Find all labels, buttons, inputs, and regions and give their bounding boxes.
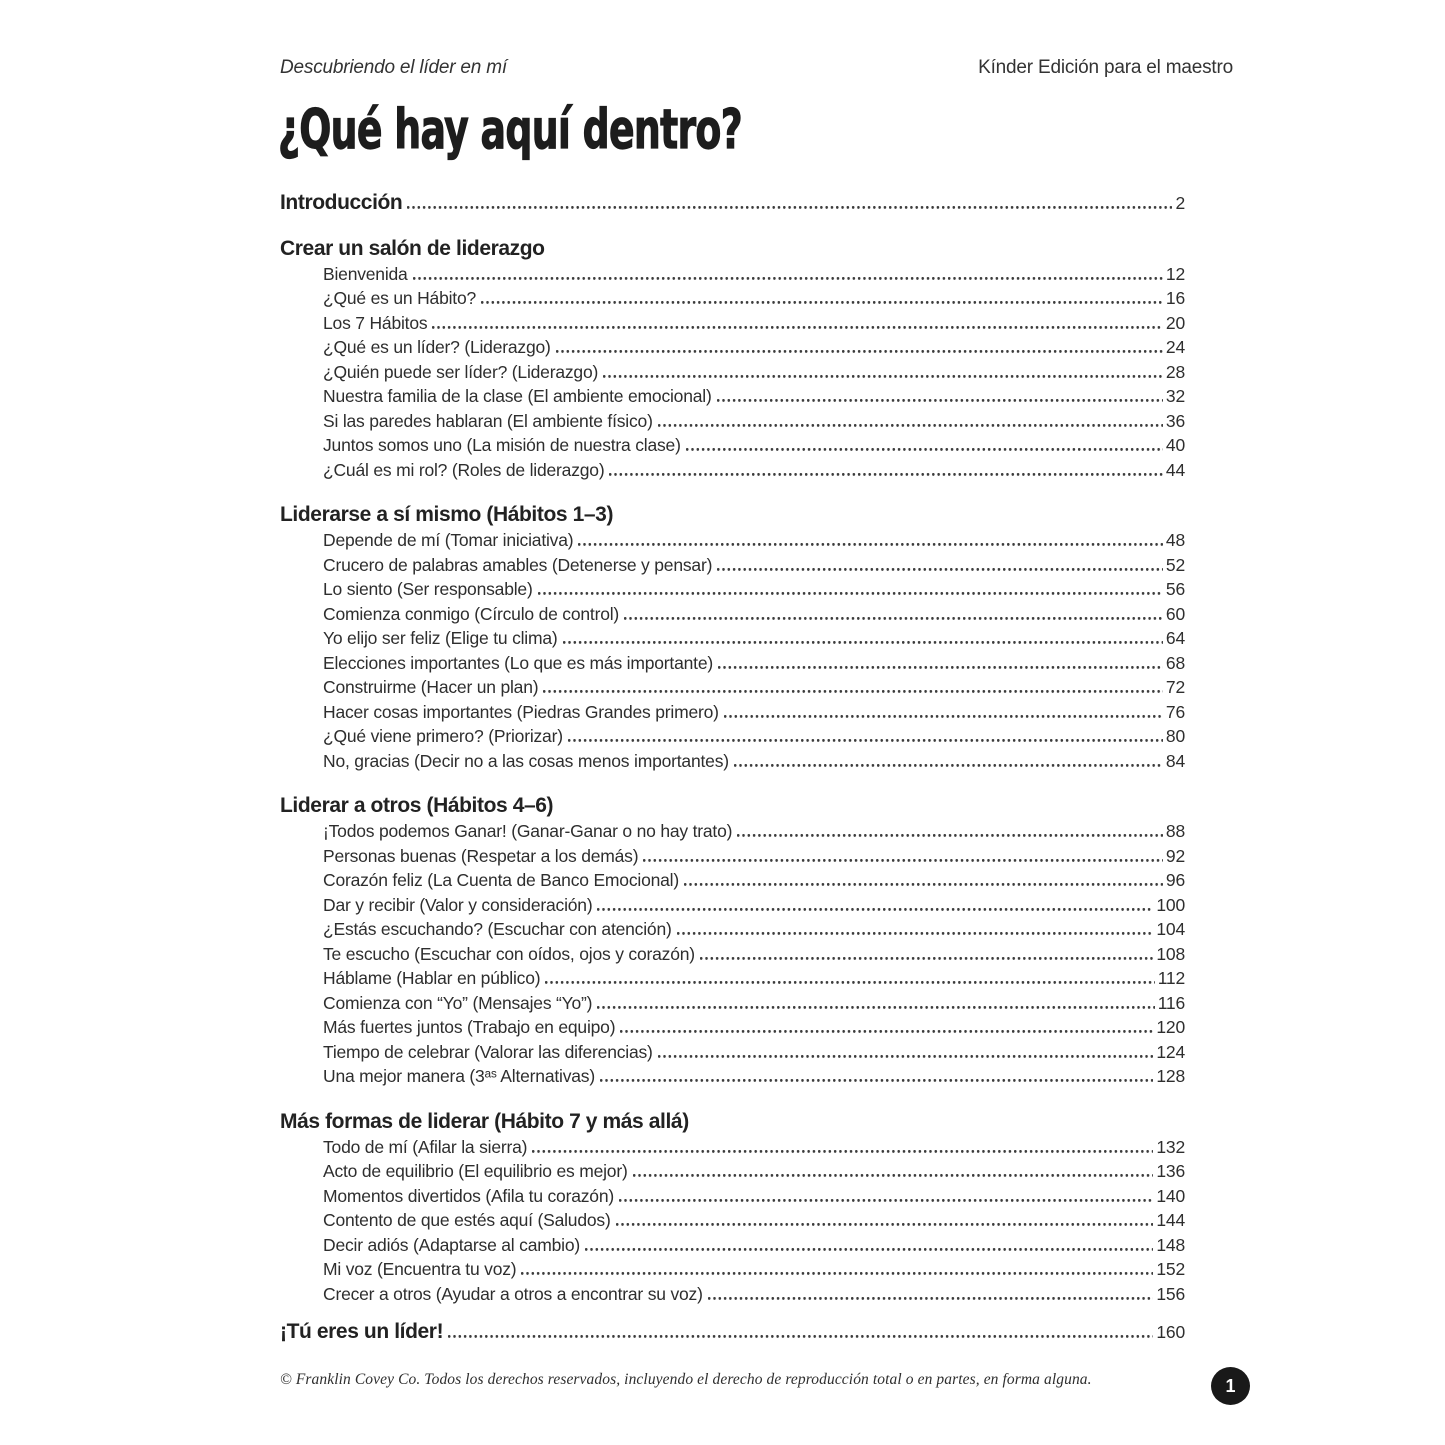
toc-entry-page: 40 — [1165, 435, 1185, 455]
section-heading: Más formas de liderar (Hábito 7 y más allá) — [280, 1109, 689, 1133]
toc-entry-label: Tiempo de celebrar (Valorar las diferencias) — [323, 1041, 653, 1062]
toc-entry-page: 128 — [1156, 1066, 1185, 1086]
toc-entry-page: 12 — [1165, 263, 1185, 284]
toc-entry — [280, 966, 1185, 991]
toc-entry — [280, 893, 1185, 918]
toc-entry-label: Acto de equilibrio (El equilibrio es mejor) — [323, 1161, 628, 1181]
toc-entry-label: No, gracias (Decir no a las cosas menos importantes) — [323, 750, 729, 771]
toc-entry — [280, 1184, 1185, 1209]
toc-entry-page: 20 — [1165, 312, 1185, 333]
toc-entry — [280, 1040, 1185, 1065]
toc-entry-page: 160 — [1156, 1322, 1185, 1342]
toc-entry-page: 16 — [1165, 288, 1185, 308]
page-number-badge — [1211, 1367, 1250, 1405]
toc-entry-page: 100 — [1156, 894, 1185, 915]
toc-entry — [280, 335, 1185, 360]
toc-entry-page: 64 — [1165, 628, 1185, 648]
toc-entry — [280, 528, 1185, 553]
toc-entry — [280, 868, 1185, 893]
toc-entry — [280, 602, 1185, 627]
toc-entry — [280, 1233, 1185, 1258]
toc-entry-page: 156 — [1156, 1283, 1185, 1304]
dot-leader — [616, 1221, 1154, 1226]
toc-entry-label: Depende de mí (Tomar iniciativa) — [323, 530, 574, 550]
toc-section-liderar-a-otros — [280, 793, 1185, 1089]
toc-entry — [280, 724, 1185, 749]
dot-leader — [686, 446, 1163, 451]
toc-entry-label: Yo elijo ser feliz (Elige tu clima) — [323, 628, 558, 648]
toc-entry-label: ¿Quién puede ser líder? (Liderazgo) — [323, 361, 599, 382]
toc-entry-page: 72 — [1165, 677, 1185, 697]
dot-leader — [620, 1028, 1153, 1033]
copyright-notice: © Franklin Covey Co. Todos los derechos reservados, incluyendo el derecho de reproducción total o en partes, en forma alguna. — [280, 1370, 1092, 1388]
toc-entry-page: 140 — [1156, 1185, 1185, 1206]
section-heading: Crear un salón de liderazgo — [280, 236, 545, 260]
dot-leader — [677, 930, 1154, 935]
toc-entry-label: ¿Qué viene primero? (Priorizar) — [323, 726, 563, 746]
toc-section-crear-un-salon — [280, 236, 1185, 483]
toc-entry-page: 96 — [1165, 870, 1185, 890]
dot-leader — [600, 1077, 1153, 1082]
toc-entry-label: Hacer cosas importantes (Piedras Grandes primero) — [323, 701, 719, 722]
toc-entry-label: Lo siento (Ser responsable) — [323, 579, 533, 599]
toc-entry-label: Comienza con “Yo” (Mensajes “Yo”) — [323, 992, 593, 1013]
dot-leader — [578, 541, 1163, 546]
toc-entry-page: 104 — [1156, 919, 1185, 939]
toc-entry-label: Dar y recibir (Valor y consideración) — [323, 894, 593, 915]
toc-entry-label: ¡Todos podemos Ganar! (Ganar-Ganar o no hay trato) — [323, 821, 733, 841]
dot-leader — [568, 737, 1163, 742]
toc-entry-label: Todo de mí (Afilar la sierra) — [323, 1136, 528, 1157]
toc-entry — [280, 433, 1185, 458]
dot-leader — [597, 906, 1153, 911]
toc-entry-page: 132 — [1156, 1136, 1185, 1157]
toc-entry — [280, 577, 1185, 602]
dot-leader — [603, 373, 1163, 378]
toc-entry-label: ¿Estás escuchando? (Escuchar con atención) — [323, 919, 672, 939]
toc-entry-closing — [280, 1320, 1185, 1345]
dot-leader — [407, 204, 1172, 209]
toc-entry-label: ¿Qué es un líder? (Liderazgo) — [323, 337, 551, 357]
toc-entry — [280, 651, 1185, 676]
toc-entry — [280, 700, 1185, 725]
dot-leader — [708, 1295, 1154, 1300]
toc-entry — [280, 360, 1185, 385]
dot-leader — [624, 615, 1163, 620]
toc-entry-label: Personas buenas (Respetar a los demás) — [323, 845, 639, 866]
toc-entry — [280, 942, 1185, 967]
dot-leader — [717, 397, 1163, 402]
toc-entry-label: Comienza conmigo (Círculo de control) — [323, 603, 620, 624]
dot-leader — [413, 275, 1163, 280]
toc-section-mas-formas-de-liderar — [280, 1109, 1185, 1307]
dot-leader — [700, 955, 1153, 960]
toc-entry-page: 28 — [1165, 361, 1185, 382]
toc-entry — [280, 1015, 1185, 1040]
toc-entry — [280, 626, 1185, 651]
dot-leader — [597, 1004, 1154, 1009]
toc-entry-label: ¿Cuál es mi rol? (Roles de liderazgo) — [323, 459, 605, 480]
toc-entry-page: 56 — [1165, 579, 1185, 599]
dot-leader — [432, 324, 1163, 329]
toc-entry-label: ¿Qué es un Hábito? — [323, 288, 477, 308]
toc-entry-label: Háblame (Hablar en público) — [323, 968, 541, 988]
toc-entry — [280, 384, 1185, 409]
dot-leader — [718, 664, 1163, 669]
toc-entry-label: Te escucho (Escuchar con oídos, ojos y corazón) — [323, 943, 695, 964]
toc-entry-page: 136 — [1156, 1161, 1185, 1181]
dot-leader — [481, 299, 1163, 304]
toc-entry-page: 44 — [1165, 459, 1185, 480]
toc-entry-page: 116 — [1157, 992, 1185, 1013]
toc-entry — [280, 1159, 1185, 1184]
toc-entry-page: 120 — [1156, 1017, 1185, 1037]
dot-leader — [532, 1148, 1153, 1153]
toc-entry-label: Crecer a otros (Ayudar a otros a encontrar su voz) — [323, 1283, 703, 1304]
toc-entry-page: 124 — [1156, 1041, 1185, 1062]
table-of-contents — [280, 191, 1233, 1345]
dot-leader — [521, 1270, 1153, 1275]
dot-leader — [658, 422, 1163, 427]
toc-entry-page: 80 — [1165, 726, 1185, 746]
toc-entry — [280, 675, 1185, 700]
toc-entry-page: 48 — [1165, 530, 1185, 550]
toc-entry-label: Elecciones importantes (Lo que es más importante) — [323, 652, 713, 673]
dot-leader — [643, 857, 1163, 862]
edition-label: Kínder Edición para el maestro — [978, 57, 1233, 78]
toc-entry-page: 24 — [1165, 337, 1185, 357]
section-heading: Liderar a otros (Hábitos 4–6) — [280, 794, 554, 817]
dot-leader — [734, 762, 1163, 767]
dot-leader — [556, 348, 1163, 353]
toc-entry-page: 88 — [1165, 821, 1185, 841]
dot-leader — [563, 639, 1163, 644]
toc-entry-label: Mi voz (Encuentra tu voz) — [323, 1259, 517, 1279]
toc-entry-label: Crucero de palabras amables (Detenerse y pensar) — [323, 554, 713, 575]
toc-entry — [280, 286, 1185, 311]
toc-entry-label: Una mejor manera (3ᵃˢ Alternativas) — [323, 1066, 595, 1086]
dot-leader — [538, 590, 1163, 595]
book-title: Descubriendo el líder en mí — [280, 57, 507, 78]
toc-entry — [280, 553, 1185, 578]
toc-entry-page: 2 — [1175, 193, 1185, 213]
dot-leader — [585, 1246, 1153, 1251]
toc-entry-page: 76 — [1165, 701, 1185, 722]
toc-entry-page: 112 — [1157, 968, 1185, 988]
toc-entry-label: Bienvenida — [323, 263, 408, 284]
toc-entry-page: 32 — [1165, 386, 1185, 406]
toc-entry-page: 52 — [1165, 554, 1185, 575]
toc-entry-page: 68 — [1165, 652, 1185, 673]
dot-leader — [545, 979, 1154, 984]
toc-entry-label: Si las paredes hablaran (El ambiente físico) — [323, 410, 653, 431]
toc-entry — [280, 1135, 1185, 1160]
toc-entry-label: Momentos divertidos (Afila tu corazón) — [323, 1185, 614, 1206]
dot-leader — [609, 471, 1162, 476]
toc-entry-page: 60 — [1165, 603, 1185, 624]
toc-entry-intro — [280, 191, 1185, 216]
dot-leader — [448, 1333, 1153, 1338]
dot-leader — [684, 881, 1163, 886]
toc-entry — [280, 991, 1185, 1016]
dot-leader — [633, 1172, 1154, 1177]
toc-entry-label: Contento de que estés aquí (Saludos) — [323, 1210, 611, 1230]
toc-entry — [280, 819, 1185, 844]
toc-section-liderarse-a-si-mismo — [280, 502, 1185, 773]
toc-entry — [280, 1208, 1185, 1233]
toc-entry-label: Nuestra familia de la clase (El ambiente emocional) — [323, 386, 712, 406]
toc-entry-label: Juntos somos uno (La misión de nuestra clase) — [323, 435, 681, 455]
toc-entry-page: 148 — [1156, 1234, 1185, 1255]
toc-entry — [280, 749, 1185, 774]
toc-entry — [280, 311, 1185, 336]
toc-entry — [280, 458, 1185, 483]
page-content — [280, 0, 1233, 1389]
dot-leader — [724, 713, 1163, 718]
toc-entry-label: Los 7 Hábitos — [323, 312, 428, 333]
toc-entry-page: 92 — [1165, 845, 1185, 866]
dot-leader — [543, 688, 1163, 693]
toc-entry — [280, 1257, 1185, 1282]
dot-leader — [658, 1053, 1154, 1058]
section-heading: Liderarse a sí mismo (Hábitos 1–3) — [280, 503, 614, 526]
dot-leader — [619, 1197, 1153, 1202]
toc-entry-label: Más fuertes juntos (Trabajo en equipo) — [323, 1017, 616, 1037]
toc-entry-label: Introducción — [280, 191, 403, 214]
page-number: 1 — [1225, 1375, 1236, 1396]
toc-entry-label: Construirme (Hacer un plan) — [323, 677, 539, 697]
running-header — [280, 57, 1233, 79]
toc-entry-label: Corazón feliz (La Cuenta de Banco Emocional) — [323, 870, 679, 890]
toc-entry-page: 36 — [1165, 410, 1185, 431]
toc-entry-page: 144 — [1156, 1210, 1185, 1230]
toc-entry — [280, 262, 1185, 287]
toc-entry — [280, 917, 1185, 942]
dot-leader — [717, 566, 1163, 571]
dot-leader — [737, 832, 1163, 837]
toc-entry — [280, 409, 1185, 434]
toc-entry — [280, 1282, 1185, 1307]
toc-entry-page: 152 — [1156, 1259, 1185, 1279]
toc-entry-label: Decir adiós (Adaptarse al cambio) — [323, 1234, 580, 1255]
toc-entry-page: 84 — [1165, 750, 1185, 771]
toc-entry — [280, 844, 1185, 869]
page-title: ¿Qué hay aquí dentro? — [278, 98, 742, 161]
toc-entry-label: ¡Tú eres un líder! — [280, 1320, 444, 1343]
toc-entry-page: 108 — [1156, 943, 1185, 964]
toc-entry — [280, 1064, 1185, 1089]
